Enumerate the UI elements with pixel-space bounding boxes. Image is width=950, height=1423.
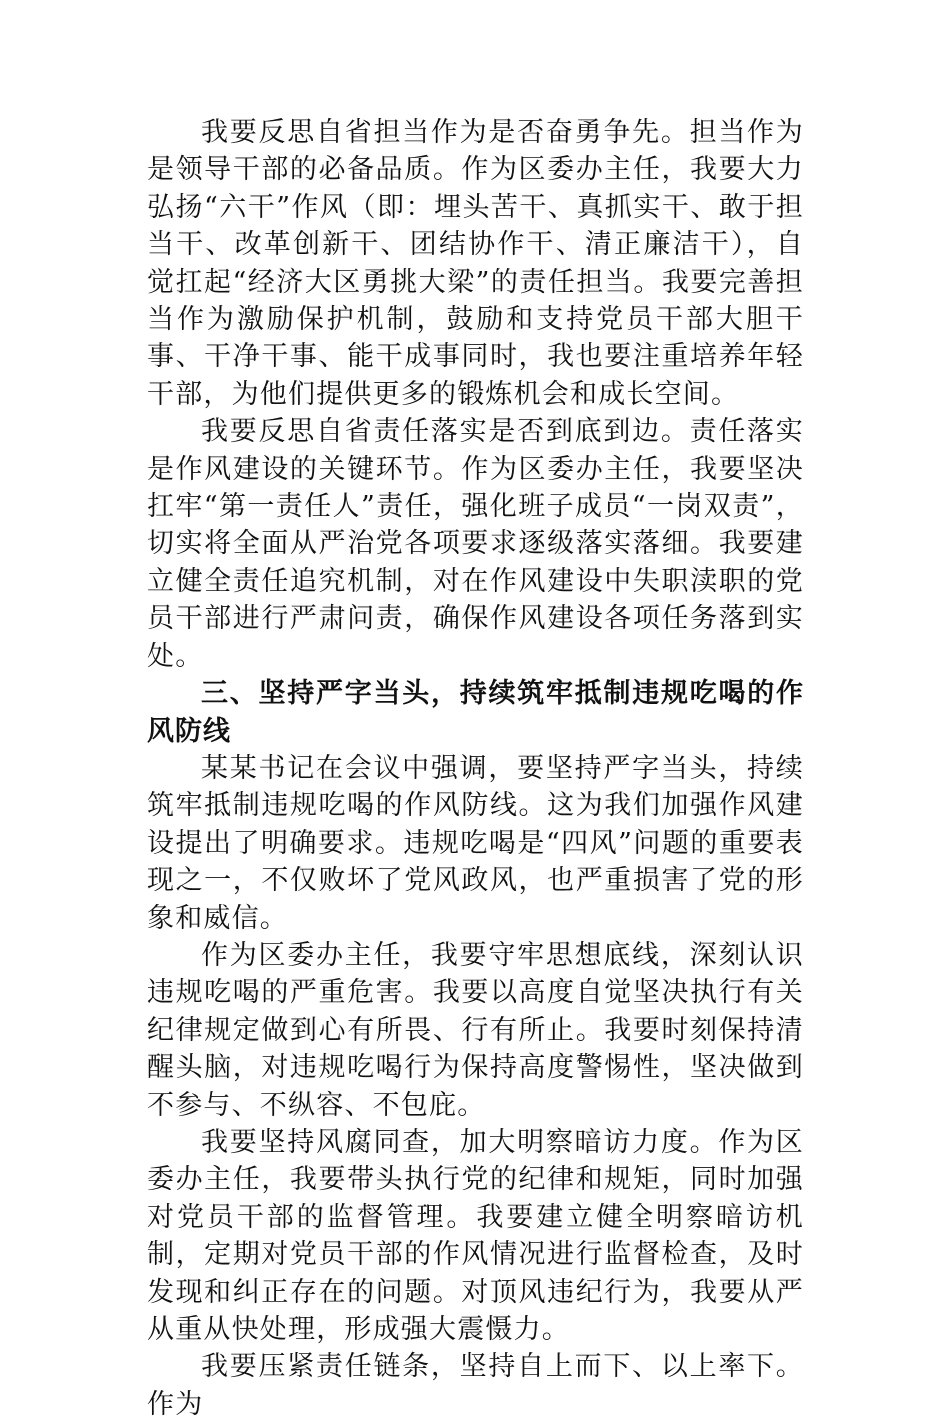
paragraph-responsibility-courage: 我要反思自省担当作为是否奋勇争先。担当作为是领导干部的必备品质。作为区委办主任，我要大力弘扬“六干”作风（即：埋头苦干、真抓实干、敢于担当干、改革创新干、团结协作干、清正廉洁干），自觉扛起“经济大区勇挑大梁”的责任担当。我要完善担当作为激励保护机制，鼓励和支持党员干部大胆干事、干净干事、能干成事同时，我也要注重培养年轻干部，为他们提供更多的锻炼机会和成长空间。 bbox=[147, 117, 804, 410]
paragraph-ideological-bottom-line: 作为区委办主任，我要守牢思想底线，深刻认识违规吃喝的严重危害。我要以高度自觉坚决执行有关纪律规定做到心有所畏、行有所止。我要时刻保持清醒头脑，对违规吃喝行为保持高度警惕性，坚决做到不参与、不纵容、不包庇。 bbox=[147, 939, 804, 1121]
paragraph-responsibility-chain: 我要压紧责任链条，坚持自上而下、以上率下。作为 bbox=[147, 1351, 804, 1420]
paragraph-inspection-mechanism: 我要坚持风腐同查，加大明察暗访力度。作为区委办主任，我要带头执行党的纪律和规矩，同时加强对党员干部的监督管理。我要建立健全明察暗访机制，定期对党员干部的作风情况进行监督检查，及时发现和纠正存在的问题。对顶风违纪行为，我要从严从重从快处理，形成强大震慑力。 bbox=[147, 1126, 804, 1345]
paragraph-meeting-emphasis: 某某书记在会议中强调，要坚持严字当头，持续筑牢抵制违规吃喝的作风防线。这为我们加强作风建设提出了明确要求。违规吃喝是“四风”问题的重要表现之一，不仅败坏了党风政风，也严重损害了党的形象和威信。 bbox=[147, 752, 804, 934]
section-heading: 三、坚持严字当头，持续筑牢抵制违规吃喝的作风防线 bbox=[147, 678, 804, 747]
document-body bbox=[147, 114, 804, 1423]
paragraph-responsibility-implementation: 我要反思自省责任落实是否到底到边。责任落实是作风建设的关键环节。作为区委办主任，我要坚决扛牢“第一责任人”责任，强化班子成员“一岗双责”，切实将全面从严治党各项要求逐级落实落细。我要建立健全责任追究机制，对在作风建设中失职渎职的党员干部进行严肃问责，确保作风建设各项任务落到实处。 bbox=[147, 416, 804, 672]
